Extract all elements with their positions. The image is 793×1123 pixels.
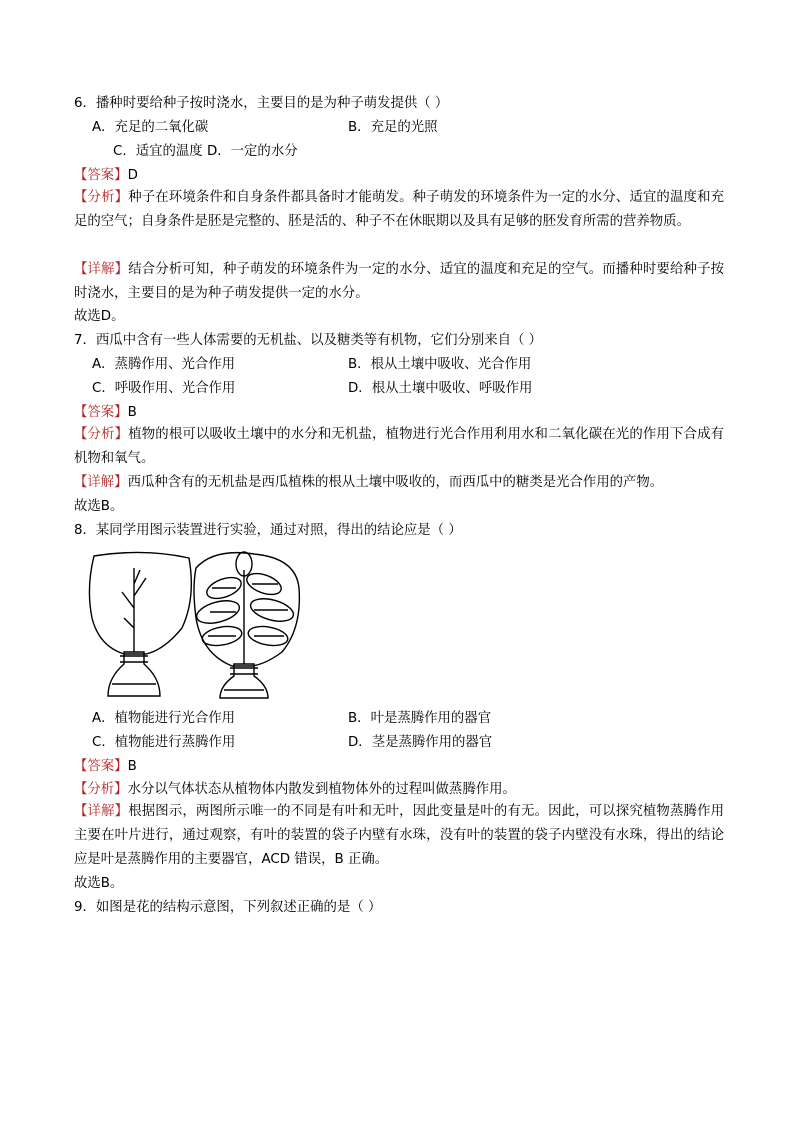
q6-option-cd: C．适宜的温度 D．一定的水分	[113, 144, 298, 159]
experiment-figure	[84, 548, 306, 702]
q7-detail	[74, 471, 724, 495]
q7-analysis	[74, 423, 724, 471]
q6-option-b: B．充足的光照	[348, 120, 438, 135]
q8-option-c: C．植物能进行蒸腾作用	[92, 735, 236, 750]
detail-label: 【详解】	[74, 262, 129, 277]
q6-answer	[74, 166, 138, 186]
analysis-text: 水分以气体状态从植物体内散发到植物体外的过程叫做蒸腾作用。	[127, 782, 516, 797]
q7-answer	[74, 403, 137, 423]
q8-option-b: B．叶是蒸腾作用的器官	[348, 711, 492, 726]
question-8-stem: 8．某同学用图示装置进行实验，通过对照，得出的结论应是（ ）	[74, 523, 462, 538]
analysis-text: 植物的根可以吸收土壤中的水分和无机盐，植物进行光合作用利用水和二氧化碳在光的作用下合成有机物和氧气。	[74, 427, 725, 466]
q7-option-c: C．呼吸作用、光合作用	[92, 381, 236, 396]
question-6-stem: 6．播种时要给种子按时浇水，主要目的是为种子萌发提供（ ）	[74, 96, 449, 111]
answer-value: B	[127, 405, 137, 420]
stem-no-leaves	[122, 568, 146, 652]
question-7-stem: 7．西瓜中含有一些人体需要的无机盐、以及糖类等有机物，它们分别来自（ ）	[74, 333, 543, 348]
answer-label: 【答案】	[74, 405, 128, 420]
q6-detail	[74, 258, 724, 306]
analysis-label: 【分析】	[74, 782, 128, 797]
q6-conclusion: 故选D。	[74, 309, 125, 324]
detail-label: 【详解】	[74, 804, 129, 819]
q8-option-d: D．茎是蒸腾作用的器官	[348, 735, 493, 750]
detail-label: 【详解】	[74, 475, 128, 490]
q8-option-a: A．植物能进行光合作用	[92, 711, 236, 726]
answer-value: D	[127, 168, 138, 183]
answer-label: 【答案】	[74, 759, 128, 774]
bag-left	[89, 552, 191, 654]
analysis-label: 【分析】	[74, 190, 129, 205]
question-9-stem: 9．如图是花的结构示意图，下列叙述正确的是（ ）	[74, 900, 382, 915]
detail-text: 根据图示，两图所示唯一的不同是有叶和无叶，因此变量是叶的有无。因此，可以探究植物蒸腾作用主要在叶片进行，通过观察，有叶的装置的袋子内壁有水珠，没有叶的装置的袋子内壁没有水珠，得出的结论应是叶是蒸腾作用的主要器官，ACD 错误，B 正确。	[74, 804, 725, 867]
q7-conclusion: 故选B。	[74, 499, 124, 514]
detail-text: 结合分析可知，种子萌发的环境条件为一定的水分、适宜的温度和充足的空气。而播种时要给种子按时浇水，主要目的是为种子萌发提供一定的水分。	[74, 262, 725, 301]
q6-option-a: A．充足的二氧化碳	[92, 120, 209, 135]
q7-option-b: B．根从土壤中吸收、光合作用	[348, 357, 532, 372]
q6-analysis	[74, 186, 724, 234]
answer-value: B	[127, 759, 137, 774]
q8-answer	[74, 757, 137, 777]
detail-text: 西瓜种含有的无机盐是西瓜植株的根从土壤中吸收的，而西瓜中的糖类是光合作用的产物。	[127, 475, 664, 490]
q8-conclusion: 故选B。	[74, 876, 124, 891]
bottle-left	[108, 652, 160, 696]
analysis-label: 【分析】	[74, 427, 129, 442]
q8-analysis	[74, 780, 516, 800]
answer-label: 【答案】	[74, 168, 128, 183]
q8-detail	[74, 800, 724, 872]
analysis-text: 种子在环境条件和自身条件都具备时才能萌发。种子萌发的环境条件为一定的水分、适宜的温度和充足的空气；自身条件是胚是完整的、胚是活的、种子不在休眠期以及具有足够的胚发育所需的营养物质。	[74, 190, 725, 229]
q7-option-d: D．根从土壤中吸收、呼吸作用	[348, 381, 533, 396]
bottle-right	[220, 664, 268, 698]
q7-option-a: A．蒸腾作用、光合作用	[92, 357, 236, 372]
